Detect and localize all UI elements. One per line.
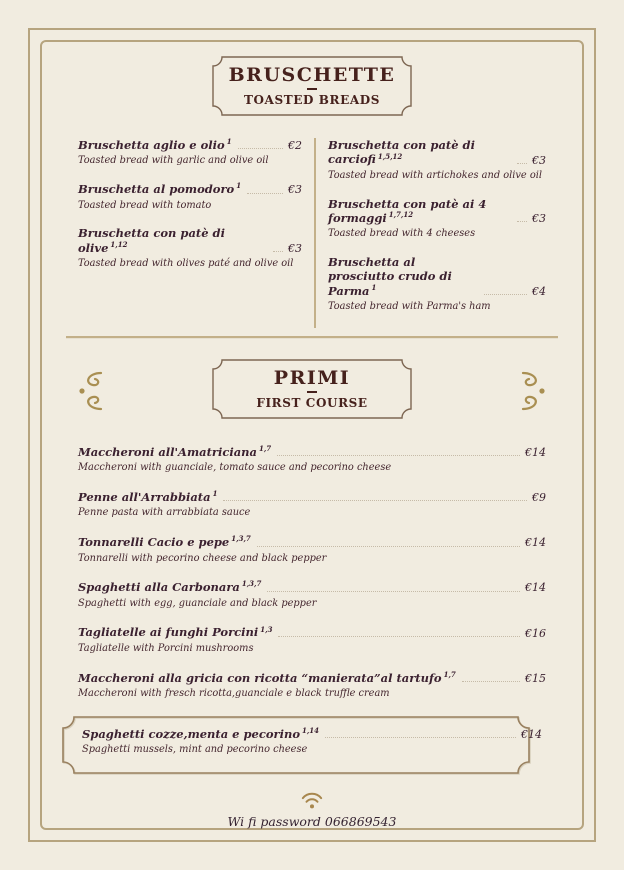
menu-item [78, 490, 546, 519]
menu-item [78, 535, 546, 564]
menu-item [82, 727, 542, 756]
menu-item [78, 625, 546, 654]
menu-item [328, 197, 546, 241]
item-name: Maccheroni alla gricia con ricotta “manierata”al tartufo $^{1,7}$ [78, 669, 456, 685]
item-allergen-codes: 1,3,7 [241, 579, 262, 589]
item-price: €14 [521, 727, 542, 741]
item-price: €14 [525, 446, 546, 460]
section-subtitle: FIRST COURSE [256, 395, 368, 410]
item-price: €16 [525, 626, 546, 640]
item-description: Tonnarelli with pecorino cheese and black pepper [78, 552, 327, 564]
section-title: BRUSCHETTE [228, 64, 396, 86]
item-row [82, 727, 542, 741]
dotted-leader [257, 546, 520, 547]
item-row [78, 445, 546, 459]
item-name: Bruschetta con patè di olive $^{1,12}$ [78, 226, 225, 255]
item-name: Tagliatelle ai funghi Porcini $^{1,3}$ [78, 624, 273, 640]
dotted-leader [325, 737, 516, 738]
dotted-leader [273, 251, 283, 252]
menu-item [78, 445, 546, 474]
item-name: Bruschetta al prosciutto crudo di Parma $^1$ [328, 255, 452, 298]
item-allergen-codes: 1,12 [110, 239, 128, 249]
item-allergen-codes: 1 [236, 181, 242, 191]
item-allergen-codes: 1,7,12 [388, 210, 414, 220]
item-price: €4 [532, 284, 546, 298]
item-price: €3 [532, 212, 546, 226]
item-description: Toasted bread with olives paté and olive oil [78, 258, 294, 269]
item-allergen-codes: 1 [212, 489, 218, 499]
menu-page [78, 42, 546, 830]
item-name: Spaghetti cozze,menta e pecorino $^{1,14}$ [82, 725, 320, 741]
item-price: €14 [525, 581, 546, 595]
item-price: €2 [288, 139, 302, 153]
item-row [78, 625, 546, 639]
item-row [78, 226, 302, 255]
item-description: Tagliatelle with Porcini mushrooms [78, 642, 254, 654]
dotted-leader [462, 681, 520, 682]
item-description: Toasted bread with artichokes and olive oil [328, 169, 542, 181]
item-allergen-codes: 1 [226, 137, 232, 147]
item-name: Spaghetti alla Carbonara $^{1,3,7}$ [78, 579, 262, 595]
item-row [78, 138, 302, 152]
item-row [78, 490, 546, 504]
column-divider [314, 138, 316, 328]
dotted-leader [517, 221, 527, 222]
item-allergen-codes: 1,3 [260, 624, 273, 634]
item-allergen-codes: 1,7 [443, 669, 456, 679]
item-row [78, 671, 546, 685]
bruschette-columns [78, 138, 546, 328]
menu-item [78, 138, 302, 167]
menu-item [328, 138, 546, 182]
wifi-icon [297, 788, 327, 810]
item-description: Toasted bread with garlic and olive oil [78, 155, 269, 167]
footer [78, 788, 546, 830]
item-description: Maccheroni with fresch ricotta,guanciale e black truffle cream [78, 687, 390, 699]
item-price: €15 [525, 671, 546, 685]
dotted-leader [484, 294, 527, 295]
section-header-bruschette [212, 56, 412, 116]
primi-list [78, 445, 546, 700]
item-name: Penne all'Arrabbiata $^1$ [78, 489, 218, 504]
section-divider [66, 336, 558, 339]
dotted-leader [278, 636, 520, 637]
item-name: Bruschetta con patè di carciofi $^{1,5,12}$ [328, 138, 475, 167]
wifi-password-text: Wi fi password 066869543 [227, 813, 397, 829]
section-title: PRIMI [273, 366, 351, 389]
bruschette-right-column [328, 138, 546, 328]
scroll-ornament-icon [514, 369, 550, 413]
dotted-leader [247, 193, 283, 194]
item-allergen-codes: 1,5,12 [377, 151, 403, 161]
menu-item [78, 226, 302, 270]
featured-item-box [62, 716, 562, 774]
item-description: Maccheroni with guanciale, tomato sauce and pecorino cheese [78, 462, 392, 474]
item-description: Penne pasta with arrabbiata sauce [78, 507, 251, 519]
plaque-frame [212, 56, 412, 116]
bruschette-left-column [78, 138, 302, 328]
menu-item [78, 580, 546, 609]
dotted-leader [223, 500, 527, 501]
item-description: Spaghetti mussels, mint and pecorino cheese [82, 744, 308, 755]
item-price: €3 [288, 241, 302, 255]
dotted-leader [277, 455, 520, 456]
item-name: Tonnarelli Cacio e pepe $^{1,3,7}$ [78, 534, 251, 550]
item-description: Toasted bread with 4 cheeses [328, 228, 476, 240]
item-row [78, 182, 302, 196]
menu-item [78, 182, 302, 211]
item-name: Maccheroni all'Amatriciana $^{1,7}$ [78, 444, 272, 459]
item-allergen-codes: 1,7 [258, 444, 272, 454]
item-description: Spaghetti with egg, guanciale and black pepper [78, 597, 317, 609]
dotted-leader [517, 163, 527, 164]
item-price: €3 [532, 153, 546, 167]
plaque-frame [212, 359, 412, 419]
section-subtitle: TOASTED BREADS [243, 93, 381, 107]
item-description: Toasted bread with tomato [78, 199, 212, 211]
menu-item [328, 255, 546, 313]
item-name: Bruschetta con patè ai 4 formaggi $^{1,7,12}$ [328, 196, 487, 225]
item-row [78, 580, 546, 594]
item-row [328, 255, 546, 298]
item-price: €14 [525, 536, 546, 550]
item-description: Toasted bread with Parma's ham [328, 301, 491, 313]
item-price: €9 [532, 491, 546, 505]
item-name: Bruschetta al pomodoro $^1$ [78, 181, 242, 197]
primi-header-band [78, 359, 546, 419]
item-allergen-codes: 1,3,7 [231, 534, 251, 544]
section-header-primi [212, 359, 412, 419]
dotted-leader [267, 591, 520, 592]
item-name: Bruschetta aglio e olio $^1$ [78, 137, 232, 152]
item-allergen-codes: 1,14 [302, 725, 320, 735]
dotted-leader [238, 148, 283, 149]
item-row [78, 535, 546, 549]
item-row [328, 138, 546, 167]
item-row [328, 197, 546, 226]
menu-item [78, 671, 546, 700]
item-price: €3 [288, 183, 302, 197]
scroll-ornament-icon [74, 369, 110, 413]
item-allergen-codes: 1 [371, 282, 377, 292]
